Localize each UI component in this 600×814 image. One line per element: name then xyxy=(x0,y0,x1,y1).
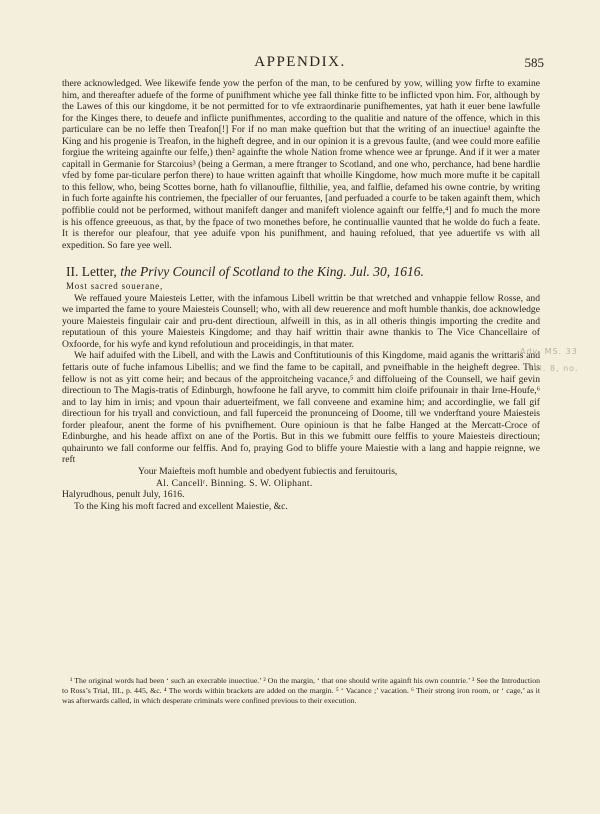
page-body xyxy=(62,78,540,512)
page-number: 585 xyxy=(524,55,544,70)
margin-annotation: Adv. MS. 33 xyxy=(520,347,578,356)
page-header xyxy=(0,54,600,72)
letter-signatures: Al. Cancellʳ. Binning. S. W. Oliphant. xyxy=(156,477,313,489)
letter-closing: Your Maiefteis moft humble and obedyent fubiectis and feruitouris, xyxy=(138,465,398,477)
letter-heading-prefix: II. Letter, xyxy=(66,264,117,280)
letter-place-date: Halyrudhous, penult July, 1616. xyxy=(62,489,185,501)
letter-heading-title: the Privy Council of Scotland to the King. xyxy=(120,264,347,280)
margin-annotation: vol. 8, no. xyxy=(528,364,579,373)
letter-address: To the King his moft facred and excellent Maiestie, &c. xyxy=(74,500,288,512)
letter-heading-date: Jul. 30, 1616. xyxy=(350,264,424,280)
section-gap xyxy=(62,251,540,263)
letter-paragraph: We haif aduifed with the Libell, and with the Lawis and Conftitutiounis of this Kingdome, maid aganis the writtaris and fettaris oute of fuche infamous Libellis; and we find the fame to be capitall, and pvneifhable in the heigheft degree. This fellow is not as yitt come heir; and becaus of the approitcheing vacance,⁵ and diffolueing of the Counsell, we haif gevin directioun to The Magis-tratis of Edinburgh, howfoone he fall aryve, to committ him cloife prifounair in thair Irne-Houfe,⁶ and to lay him in irnis; and vpoun thair aduerteifment, we fall conveene and examine him; and accordinglie, we fall gif directioun for his tryall and convictioun, and fall fuperceid the pronunceing of Doome, till we vnderftand youre Maiesteis forder pleafour, anent the forme of his pvnifhement. Oure opinioun is that he falbe Hanged at the Mercatt-Croce of Edinburghe, and his heade affixt on ane of the Portis. But in this we fubmitt oure felffis to youre Maiesteis directioun; quhairunto we fall conforme our felffis. And fo, praying God to bliffe youre Maiestie with a lang and happie reignne, we reft xyxy=(62,350,540,466)
footnote-text: ¹ The original words had been ‘ such an execrable inuectiue.’ ² On the margin, ‘ that one should write againft his own countrie.’ ³ See the Introduction to Ross’s Trial, III., p. 445, &c. ⁴ The words within brackets are added on the margin. ⁵ ‘ Vacance ;’ vacation. ⁶ Their strong iron room, or ‘ cage,’ as it was afterwards called, in which desperate criminals were confined previous to their execution. xyxy=(62,676,540,705)
running-head: APPENDIX. xyxy=(254,54,346,70)
footnotes xyxy=(62,676,540,705)
letter-salutation: Most sacred souerane, xyxy=(66,281,164,292)
continued-paragraph: there acknowledged. Wee likewife fende yow the perfon of the man, to be cenfured by yow, willing yow firfte to examine him, and thereafter aduefe of the forme of punifhment whiche yee fall thinke fitte to be inflicted vpon him. For, although by the Lawes of this our kingdome, it be not permitted for to vfe extraordinarie punifhementes, yat hath it euer bene lawfulle for the Kinges there, to deuefe and inflicte punifhmentes, according to the qualitie and nature of the offence, which in this particulare can be no leffe then Treafon[!] For if no man make queftion but that the writing of an inuectiue¹ againfte the King and his progenie is Treafon, in the higheft degree, and in our opinion it is a grevous faulte, (and wee could more eafilie forgiue the writeing againfte our felfe,) then² againfte the whole Nation frome whence wee ar fprunge. And if it wer a mater capitall in Germanie for Starcoius³ (being a German, a mere ftranger to Scotland, and one who, perchance, had bene hardlie vfed by fome par-ticulare perfon there) to haue written againft that whoille Kingdome, how much more mufte it be capitall to this fellow, who, being Scottes borne, hath fo villanouflie, filthilie, yea, and falflie, defamed his owne contrie, by writing in fuch forte againfte his contriemen, the fpecialler of our feruantes, [and perfuaded a courfe to be taken againft them, which poffiblie could not be performed, without manifeft danger and manifeft violence againft our felffe,⁴] and fo much the more is his offence greeuous, as that, by the fpace of two monethes before, he continuallie vaunted that he wolde do fuch a feate. It is therefor our pleafour, that yee aduife vpon his punifhment, and hauing refolued, that yee aduertife vs with all expedition. So fare yee well. xyxy=(62,78,540,251)
letter-paragraph: We reffaued youre Maiesteis Letter, with the infamous Libell writtin be that wretched and vnhappie fellow Rosse, and we imparted the fame to youre Maiesteis Counsell; who, with all dew reuerence and moft humble thankis, doe acknowledge youre Maiesteis fingulair cair and pru-dent directioun, alfweill in this, as in all otheris thingis importing the credite and reputatioun of this youre Maiesteis Kingdome; and thay haif writtin thair awne thankis to The Vice Chancellaire of Oxfoorde, for his wyfe and kynd refolutioun and proceidingis, in that mater. xyxy=(62,292,540,350)
letter-heading xyxy=(62,263,540,281)
